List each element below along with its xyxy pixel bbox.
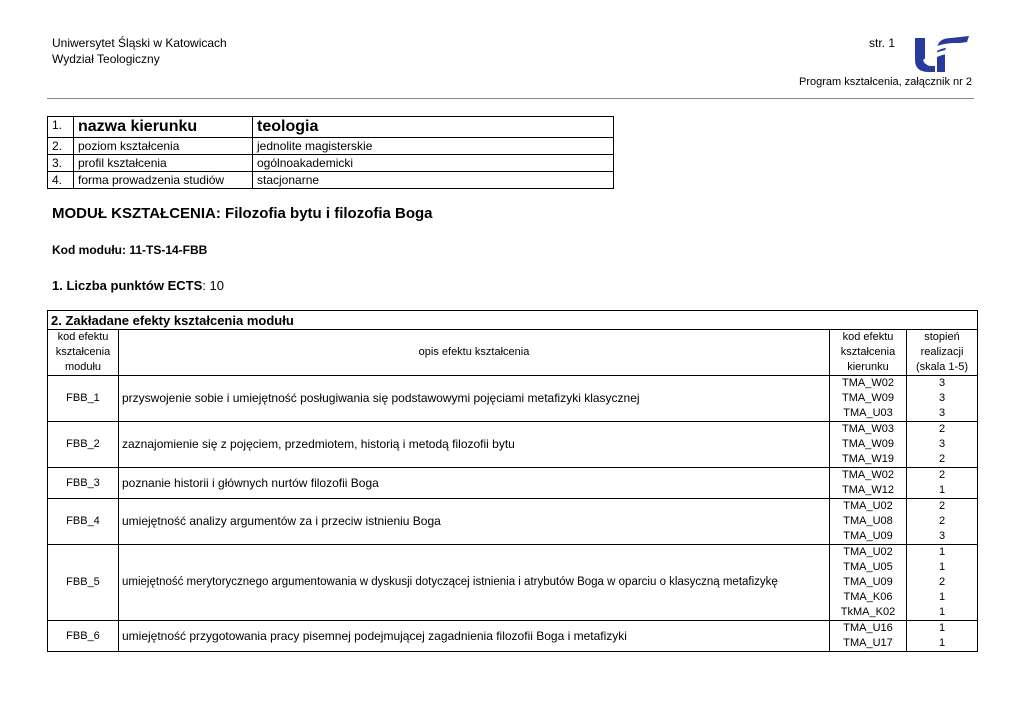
level: 3 [938,377,946,389]
effect-desc: umiejętność przygotowania pracy pisemnej podejmującej zagadnienia filozofii Boga i metafizyki [119,621,830,652]
dir-code: TMA_W09 [842,392,894,404]
level: 3 [938,438,946,450]
info-value: teologia [253,117,614,138]
effect-code: FBB_1 [48,376,119,422]
level: 1 [938,622,946,634]
dir-code: TMA_K06 [843,591,893,603]
info-num: 4. [48,172,74,189]
col-desc-header: opis efektu kształcenia [119,330,830,376]
info-value: stacjonarne [253,172,614,189]
info-num: 2. [48,138,74,155]
effect-row [48,499,978,545]
effect-code: FBB_5 [48,545,119,621]
level: 2 [938,576,946,588]
col-code-header: kod efektu kształcenia modułu [48,330,119,376]
dir-code: TMA_U16 [843,622,893,634]
dir-code: TMA_W12 [842,484,894,496]
effects-section-title: 2. Zakładane efekty kształcenia modułu [48,311,978,330]
effect-code: FBB_4 [48,499,119,545]
info-value: jednolite magisterskie [253,138,614,155]
info-row [48,117,614,138]
dir-code: TMA_U02 [843,500,893,512]
effect-row [48,376,978,422]
university-name: Uniwersytet Śląski w Katowicach [52,36,227,50]
effect-dir-codes [830,468,907,499]
ects-line [52,278,224,293]
effects-table [47,310,978,652]
effect-code: FBB_2 [48,422,119,468]
effect-row [48,621,978,652]
program-note: Program kształcenia, załącznik nr 2 [798,76,972,88]
dir-code: TMA_U02 [843,546,893,558]
level: 3 [938,392,946,404]
level: 2 [938,453,946,465]
page-number: str. 1 [869,36,896,50]
dir-code: TMA_W02 [842,377,894,389]
info-num: 3. [48,155,74,172]
effect-desc: umiejętność analizy argumentów za i przeciw istnieniu Boga [119,499,830,545]
effect-code: FBB_3 [48,468,119,499]
info-row [48,138,614,155]
level: 1 [938,591,946,603]
dir-code: TMA_W19 [842,453,894,465]
effect-dir-codes [830,545,907,621]
dir-code: TMA_W09 [842,438,894,450]
level: 3 [938,407,946,419]
effect-levels [907,468,978,499]
level: 1 [938,561,946,573]
effect-levels [907,545,978,621]
effect-desc: zaznajomienie się z pojęciem, przedmiotem, historią i metodą filozofii bytu [119,422,830,468]
program-info-table [47,116,614,189]
effect-desc: przyswojenie sobie i umiejętność posługiwania się podstawowymi pojęciami metafizyki klasycznej [119,376,830,422]
info-value: ogólnoakademicki [253,155,614,172]
effect-desc: umiejętność merytorycznego argumentowania w dyskusji dotyczącej istnienia i atrybutów Boga w oparciu o klasyczną metafizykę [119,545,830,621]
header-rule [47,98,974,99]
dir-code: TMA_U17 [843,637,893,649]
dir-code: TMA_U08 [843,515,893,527]
effect-levels [907,621,978,652]
effects-section-title-row [48,311,978,330]
effect-row [48,468,978,499]
effect-dir-codes [830,621,907,652]
module-title: MODUŁ KSZTAŁCENIA: Filozofia bytu i filozofia Boga [52,205,433,222]
dir-code: TMA_U09 [843,530,893,542]
level: 2 [938,423,946,435]
level: 1 [938,484,946,496]
level: 2 [938,469,946,481]
module-code: Kod modułu: 11-TS-14-FBB [52,243,208,257]
effect-row [48,422,978,468]
info-row [48,172,614,189]
ects-label: 1. Liczba punktów ECTS [52,278,203,293]
level: 2 [938,515,946,527]
dir-code: TMA_U09 [843,576,893,588]
level: 1 [938,606,946,618]
col-dir-header: kod efektu kształcenia kierunku [830,330,907,376]
ects-value: : 10 [202,278,224,293]
effect-levels [907,376,978,422]
info-label: poziom kształcenia [74,138,253,155]
effect-levels [907,499,978,545]
faculty-name: Wydział Teologiczny [52,52,160,66]
info-label: forma prowadzenia studiów [74,172,253,189]
effect-dir-codes [830,499,907,545]
col-level-header: stopień realizacji (skala 1-5) [907,330,978,376]
effect-code: FBB_6 [48,621,119,652]
level: 2 [938,500,946,512]
info-num: 1. [48,117,74,138]
effect-dir-codes [830,422,907,468]
level: 1 [938,637,946,649]
dir-code: TMA_W03 [842,423,894,435]
dir-code: TMA_W02 [842,469,894,481]
level: 3 [938,530,946,542]
dir-code: TkMA_K02 [840,606,896,618]
effects-header-row [48,330,978,376]
effect-levels [907,422,978,468]
dir-code: TMA_U05 [843,561,893,573]
info-row [48,155,614,172]
effect-row [48,545,978,621]
effect-desc: poznanie historii i głównych nurtów filozofii Boga [119,468,830,499]
university-logo-icon [911,32,971,76]
info-label: nazwa kierunku [74,117,253,138]
dir-code: TMA_U03 [843,407,893,419]
info-label: profil kształcenia [74,155,253,172]
effect-dir-codes [830,376,907,422]
level: 1 [938,546,946,558]
